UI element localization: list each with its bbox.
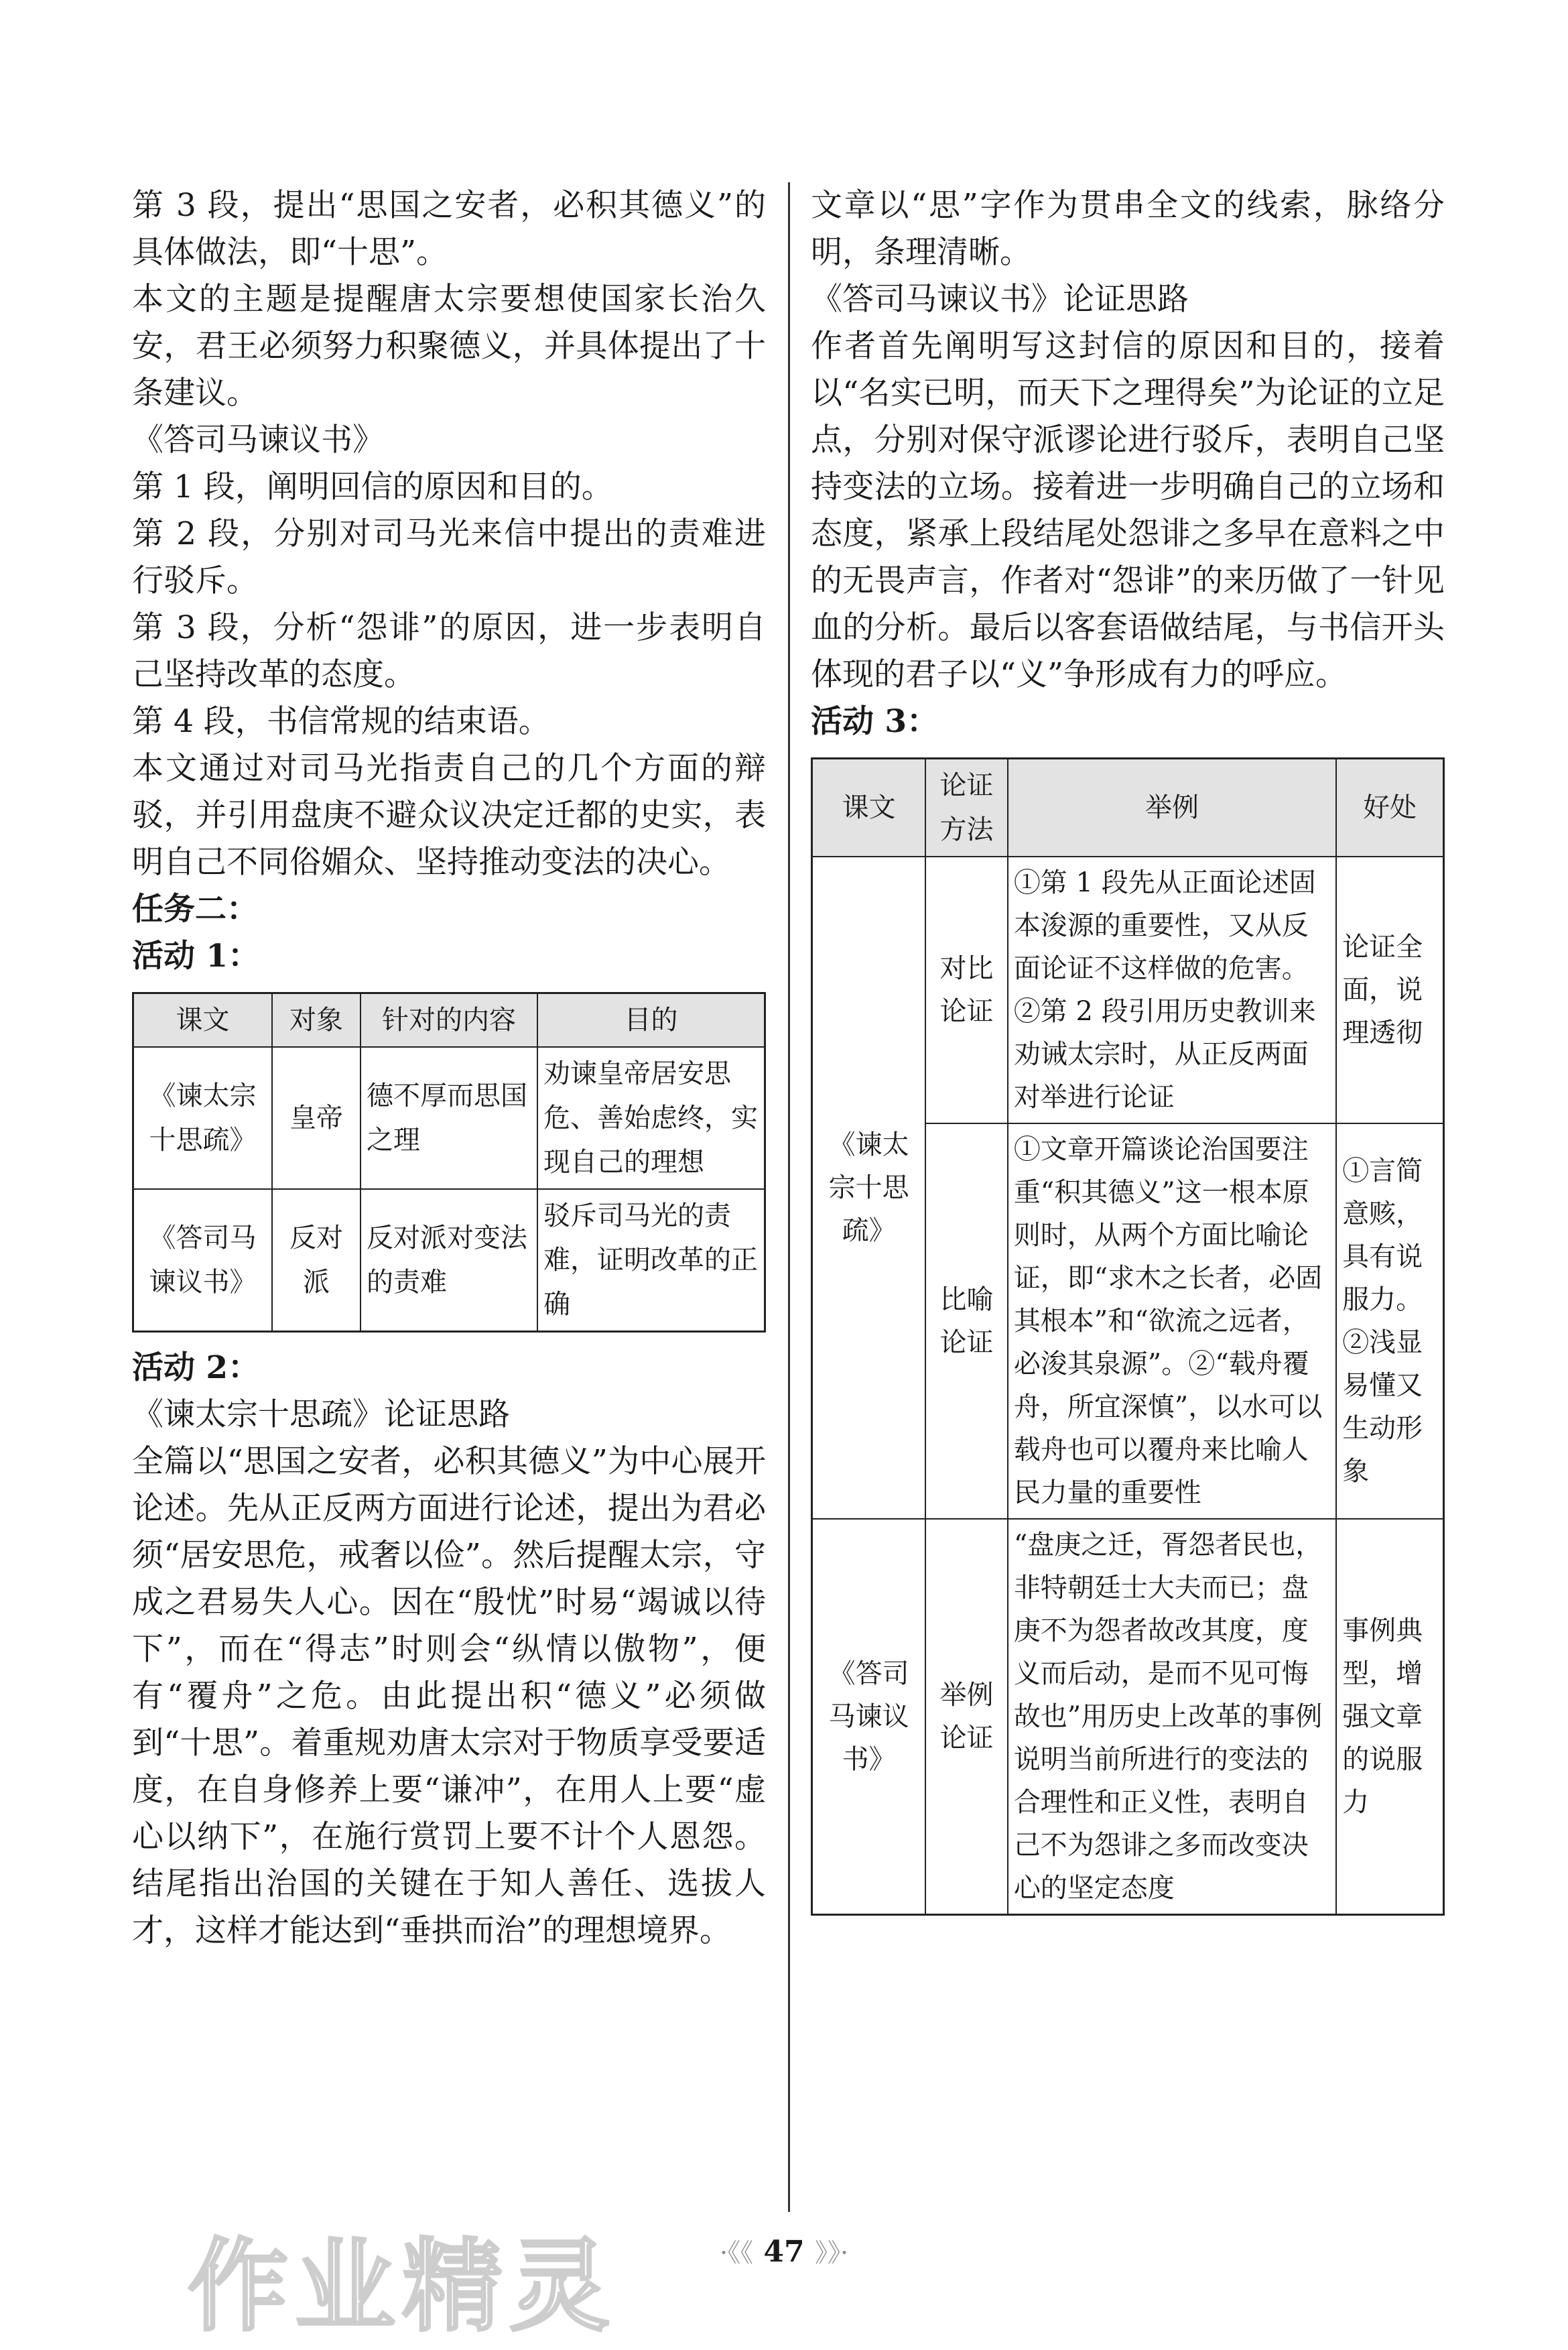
- table-header-cell: 论证方法: [925, 759, 1008, 857]
- paragraph: 第 4 段，书信常规的结束语。: [132, 703, 550, 740]
- right-column: [811, 182, 1445, 1928]
- table-header-cell: 目的: [537, 993, 765, 1048]
- paragraph: 《谏太宗十思疏》论证思路: [132, 1396, 510, 1433]
- table-cell: 《谏太宗十思疏》: [133, 1047, 272, 1189]
- table-cell: 《答司马谏议书》: [133, 1189, 272, 1332]
- table-cell: 比喻论证: [925, 1123, 1008, 1519]
- table-cell: 论证全面，说理透彻: [1336, 857, 1443, 1123]
- table-cell: 《谏太宗十思疏》: [812, 857, 926, 1519]
- table-cell: 德不厚而思国之理: [361, 1047, 537, 1189]
- table-header-cell: 针对的内容: [361, 993, 537, 1048]
- activity-heading-3: 活动 3：: [811, 703, 939, 740]
- table-row: [812, 857, 1444, 1123]
- table-row: [812, 1519, 1444, 1915]
- table-cell: 反对派对变法的责难: [361, 1189, 537, 1332]
- table-row: [133, 1047, 765, 1189]
- paragraph: 第 2 段，分别对司马光来信中提出的责难进行驳斥。: [132, 515, 766, 599]
- table-cell: 劝谏皇帝居安思危、善始虑终，实现自己的理想: [537, 1047, 765, 1189]
- activity1-table: [132, 992, 766, 1333]
- table-cell: 举例论证: [925, 1519, 1008, 1915]
- paragraph: 作者首先阐明写这封信的原因和目的，接着以“名实已明，而天下之理得矣”为论证的立足点，分别对保守派谬论进行驳斥，表明自己坚持变法的立场。接着进一步明确自己的立场和态度，紧承上段结尾处怨诽之多早在意料之中的无畏声言，作者对“怨诽”的来历做了一针见血的分析。最后以客套语做结尾，与书信开头体现的君子以“义”争形成有力的呼应。: [811, 328, 1445, 693]
- paragraph: 《答司马谏议书》论证思路: [811, 281, 1189, 318]
- paragraph: 第 1 段，阐明回信的原因和目的。: [132, 469, 613, 505]
- paragraph: 本文的主题是提醒唐太宗要想使国家长治久安，君王必须努力积聚德义，并具体提出了十条建议。: [132, 281, 766, 412]
- table-header-row: [812, 759, 1444, 857]
- paragraph: 本文通过对司马光指责自己的几个方面的辩驳，并引用盘庚不避众议决定迁都的史实，表明自己不同俗媚众、坚持推动变法的决心。: [132, 750, 766, 881]
- paragraph: 文章以“思”字作为贯串全文的线索，脉络分明，条理清晰。: [811, 187, 1445, 271]
- table-header-cell: 课文: [133, 993, 272, 1048]
- table-cell: 驳斥司马光的责难，证明改革的正确: [537, 1189, 765, 1332]
- table-header-cell: 对象: [272, 993, 361, 1048]
- page-footer: [0, 2232, 1568, 2269]
- paragraph: 《答司马谏议书》: [132, 422, 384, 458]
- paragraph: 第 3 段，分析“怨诽”的原因，进一步表明自己坚持改革的态度。: [132, 609, 766, 693]
- paragraph: 第 3 段，提出“思国之安者，必积其德义”的具体做法，即“十思”。: [132, 187, 766, 271]
- table-header-row: [133, 993, 765, 1048]
- table-cell: 事例典型，增强文章的说服力: [1336, 1519, 1443, 1915]
- ornament-left-icon: ·《《: [719, 2238, 754, 2268]
- left-column: [132, 182, 766, 1955]
- watermark-logo: 作业精灵: [188, 2229, 617, 2345]
- ornament-right-icon: 》》·: [814, 2238, 849, 2268]
- activity-heading-1: 活动 1：: [132, 938, 260, 975]
- paragraph: 全篇以“思国之安者，必积其德义”为中心展开论述。先从正反两方面进行论述，提出为君必须“居安思危，戒奢以俭”。然后提醒太宗，守成之君易失人心。因在“殷忧”时易“竭诚以待下”，而在“得志”时则会“纵情以傲物”，便有“覆舟”之危。由此提出积“德义”必须做到“十思”。着重规劝唐太宗对于物质享受要适度，在自身修养上要“谦冲”，在用人上要“虚心以纳下”，在施行赏罚上要不计个人恩怨。结尾指出治国的关键在于知人善任、选拔人才，这样才能达到“垂拱而治”的理想境界。: [132, 1443, 766, 1949]
- table-row: [133, 1189, 765, 1332]
- table-cell: 皇帝: [272, 1047, 361, 1189]
- table-cell: “盘庚之迁，胥怨者民也，非特朝廷士大夫而已；盘庚不为怨者故改其度，度义而后动，是而不见可悔故也”用历史上改革的事例说明当前所进行的变法的合理性和正义性，表明自己不为怨诽之多而改变决心的坚定态度: [1008, 1519, 1336, 1915]
- table-header-cell: 举例: [1008, 759, 1336, 857]
- table-header-cell: 好处: [1336, 759, 1443, 857]
- activity3-table: [811, 757, 1445, 1916]
- page-number: 47: [763, 2235, 805, 2269]
- table-cell: ①言简意赅，具有说服力。②浅显易懂又生动形象: [1336, 1123, 1443, 1519]
- activity-heading-2: 活动 2：: [132, 1349, 260, 1386]
- table-cell: 对比论证: [925, 857, 1008, 1123]
- section-heading-task2: 任务二：: [132, 891, 258, 928]
- column-divider: [788, 182, 790, 2212]
- table-header-cell: 课文: [812, 759, 926, 857]
- table-cell: 反对派: [272, 1189, 361, 1332]
- table-cell: ①第 1 段先从正面论述固本浚源的重要性，又从反面论证不这样做的危害。②第 2 段引用历史教训来劝诫太宗时，从正反两面对举进行论证: [1008, 857, 1336, 1123]
- table-cell: ①文章开篇谈论治国要注重“积其德义”这一根本原则时，从两个方面比喻论证，即“求木之长者，必固其根本”和“欲流之远者，必浚其泉源”。②“载舟覆舟，所宜深慎”，以水可以载舟也可以覆舟来比喻人民力量的重要性: [1008, 1123, 1336, 1519]
- table-cell: 《答司马谏议书》: [812, 1519, 926, 1915]
